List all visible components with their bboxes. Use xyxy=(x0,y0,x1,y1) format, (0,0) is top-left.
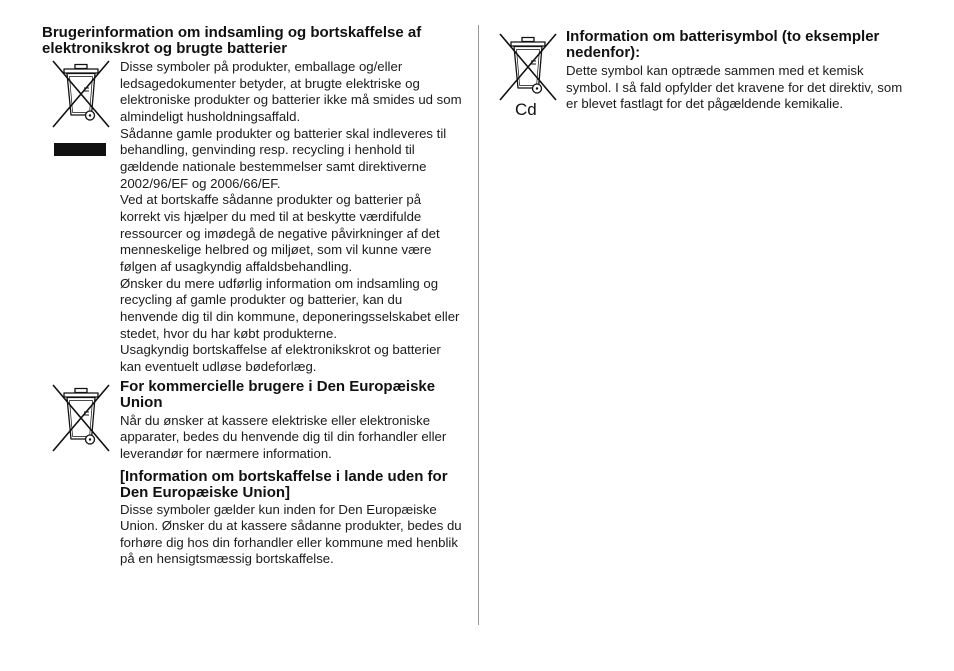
body-line: Usagkyndig bortskaffelse af elektronikskrot og batterier xyxy=(120,342,441,358)
body-line: Dette symbol kan optræde sammen med et kemisk xyxy=(566,63,864,78)
body-line: recycling af gamle produkter og batterier, kan du xyxy=(120,292,403,308)
body-line: følgen af usagkyndig affaldsbehandling. xyxy=(120,258,353,274)
body-line: korrekt vis hjælper du med til at beskytte værdifulde xyxy=(120,208,422,224)
body-line: henvende dig til din kommune, deponeringsselskabet eller xyxy=(120,308,460,324)
body-line: apparater, bedes du henvende dig til din forhandler eller xyxy=(120,429,447,445)
section-heading-commercial xyxy=(120,379,435,411)
chemical-symbol-label: Cd xyxy=(515,100,537,119)
body-line: forhøre dig hos din forhandler eller kommune med henblik xyxy=(120,534,458,550)
body-line: Ved at bortskaffe sådanne produkter og batterier på xyxy=(120,192,422,208)
body-line: elektroniske produkter og batterier ikke må smides ud som xyxy=(120,92,462,108)
section-heading-outside-eu xyxy=(120,469,448,501)
body-line: Union. Ønsker du at kassere sådanne produkter, bedes du xyxy=(120,518,462,534)
heading-line: Information om batterisymbol (to eksempler xyxy=(566,28,880,45)
body-line: gældende nationale bestemmelser samt direktiverne xyxy=(120,158,427,174)
heading-line: For kommercielle brugere i Den Europæiske xyxy=(120,378,436,395)
body-line: på en hensigtsmæssig bortskaffelse. xyxy=(120,551,334,567)
crossed-out-bin-icon xyxy=(50,382,112,454)
body-line: menneskelige helbred og miljøet, som vil kunne være xyxy=(120,242,432,258)
heading-line: Den Europæiske Union] xyxy=(120,484,291,501)
heading-line: Union xyxy=(120,394,163,411)
section-body-commercial xyxy=(120,413,446,463)
crossed-out-bin-icon xyxy=(496,31,560,103)
body-line: ressourcer og imødegå de negative påvirkninger af det xyxy=(120,225,440,241)
section-heading-battery-symbol xyxy=(566,29,879,61)
column-divider xyxy=(478,25,479,625)
body-line: ledsagedokumenter betyder, at brugte elektriske og xyxy=(120,75,420,91)
body-line: behandling, genvinding resp. recycling i henhold til xyxy=(120,142,415,158)
heading-line: elektronikskrot og brugte batterier xyxy=(42,40,288,57)
heading-line: Brugerinformation om indsamling og bortskaffelse af xyxy=(42,24,422,41)
body-line: 2002/96/EF og 2006/66/EF. xyxy=(120,175,281,191)
crossed-out-bin-icon xyxy=(50,58,112,130)
body-line: Når du ønsker at kassere elektriske eller elektroniske xyxy=(120,412,431,428)
section-body-battery-symbol xyxy=(566,63,902,113)
body-line: stedet, hvor du har købt produkterne. xyxy=(120,325,337,341)
section-heading-weee xyxy=(42,25,421,57)
body-line: kan eventuelt udløse bødeforlæg. xyxy=(120,358,317,374)
body-line: leverandør for nærmere information. xyxy=(120,445,332,461)
body-line: almindeligt husholdningsaffald. xyxy=(120,108,301,124)
heading-line: [Information om bortskaffelse i lande uden for xyxy=(120,468,448,485)
heading-line: nedenfor): xyxy=(566,44,641,61)
body-line: Ønsker du mere udførlig information om indsamling og xyxy=(120,275,439,291)
body-line: symbol. I så fald opfylder det kravene for det direktiv, som xyxy=(566,79,903,95)
body-line: Sådanne gamle produkter og batterier skal indleveres til xyxy=(120,125,447,141)
section-body-weee xyxy=(120,59,462,375)
body-line: Disse symboler på produkter, emballage og/eller xyxy=(120,59,403,74)
black-bar xyxy=(54,143,106,156)
body-line: Disse symboler gælder kun inden for Den Europæiske xyxy=(120,501,437,517)
body-line: er blevet fastlagt for det pågældende kemikalie. xyxy=(566,96,844,112)
section-body-outside-eu xyxy=(120,502,462,569)
